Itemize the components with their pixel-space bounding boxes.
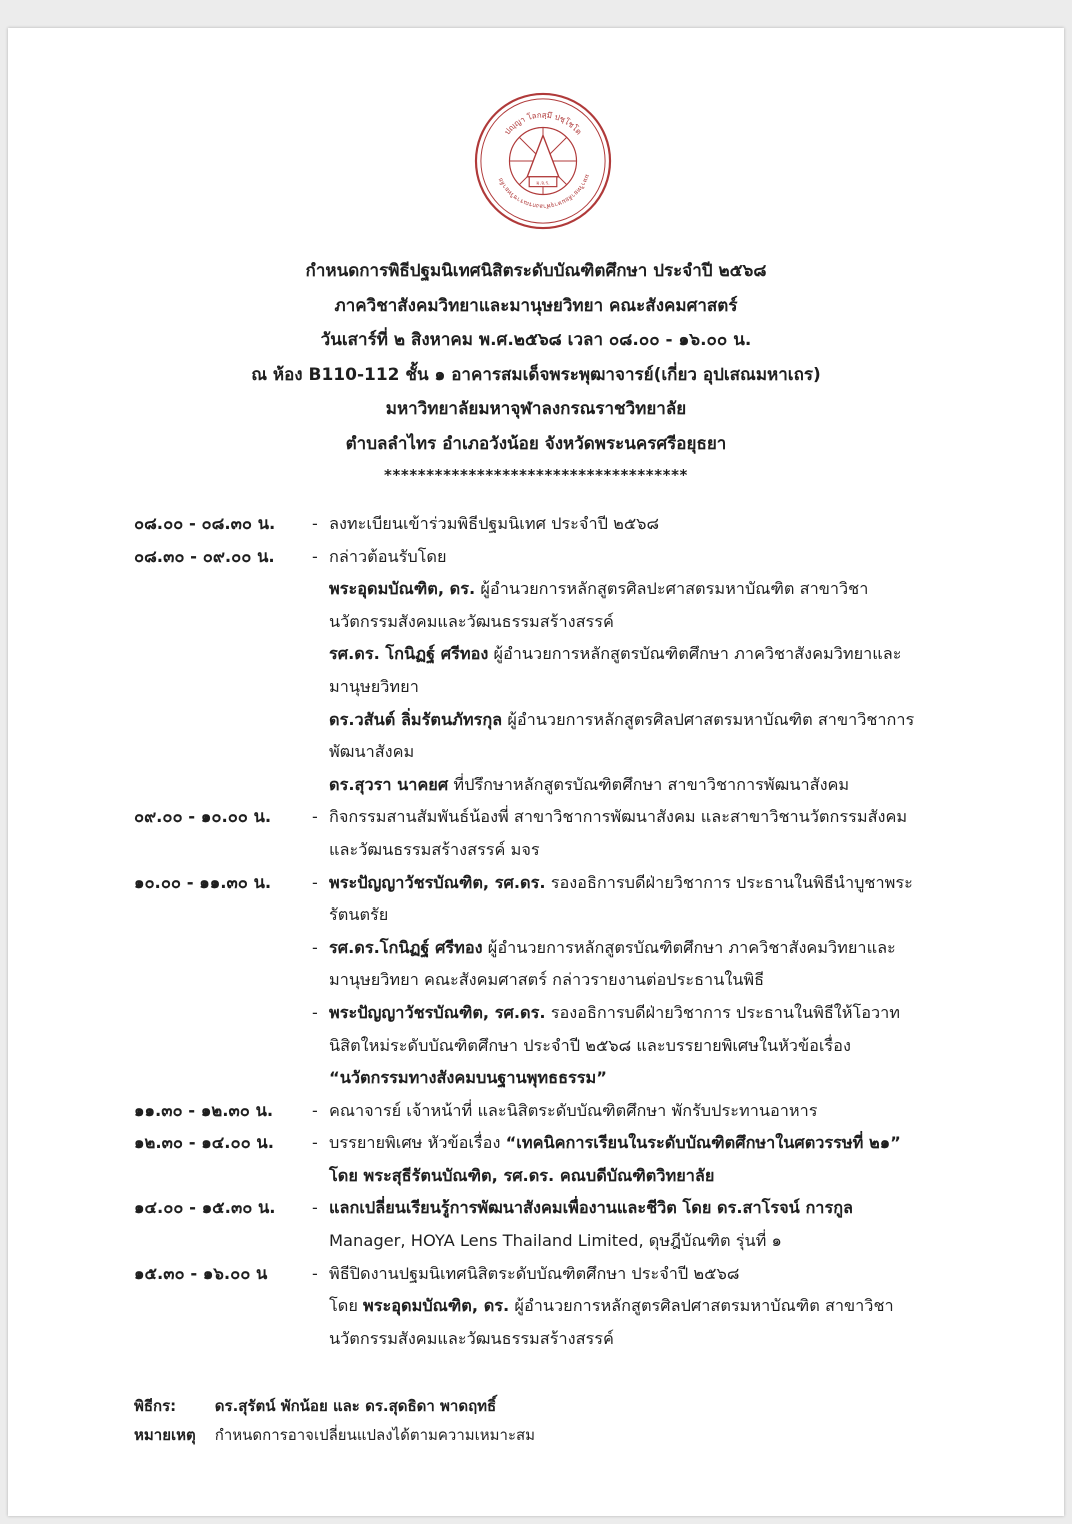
schedule-time: ๑๕.๓๐ - ๑๖.๐๐ น [134, 1263, 268, 1283]
header-date: วันเสาร์ที่ ๒ สิงหาคม พ.ศ.๒๕๖๘ เวลา ๐๘.๐๐ - ๑๖.๐๐ น. [320, 330, 752, 350]
bullet-dash: - [312, 1133, 318, 1153]
mc-value: ดร.สุรัตน์ พักน้อย และ ดร.สุดธิดา พาดฤทธิ์ [214, 1397, 497, 1415]
schedule-description [312, 1258, 929, 1356]
bullet-dash: - [312, 546, 318, 566]
schedule-item [312, 997, 929, 1095]
schedule-item [329, 1290, 929, 1355]
schedule-item [312, 932, 929, 997]
document-footer [134, 1392, 535, 1450]
schedule-row [8, 1127, 1064, 1192]
schedule-item [312, 541, 929, 574]
schedule-description [312, 867, 929, 1095]
schedule-row [8, 1192, 1064, 1257]
seal-pagoda-icon [527, 135, 559, 176]
speaker-name: พระอุดมบัณฑิต, ดร. [363, 1296, 510, 1316]
bullet-dash: - [312, 1002, 318, 1022]
schedule-item [312, 801, 929, 866]
header-address: ตำบลลำไทร อำเภอวังน้อย จังหวัดพระนครศรีอยุธยา [345, 433, 727, 454]
schedule-item [312, 1127, 929, 1192]
item-text: ผู้อำนวยการหลักสูตรศิลปะศาสตรมหาบัณฑิต สาขาวิชานวัตกรรมสังคมและวัฒนธรรมสร้างสรรค์ [329, 579, 869, 631]
schedule-item [312, 1095, 929, 1128]
item-text: ผู้อำนวยการหลักสูตรศิลปศาสตรมหาบัณฑิต สาขาวิชานวัตกรรมสังคมและวัฒนธรรมสร้างสรรค์ [329, 1296, 894, 1348]
schedule-time: ๐๙.๐๐ - ๑๐.๐๐ น. [134, 807, 272, 827]
speaker-name: พระอุดมบัณฑิต, ดร. [329, 579, 476, 599]
item-text: ผู้อำนวยการหลักสูตรบัณฑิตศึกษา ภาควิชาสังคมวิทยาและมานุษยวิทยา คณะสังคมศาสตร์ กล่าวรายงานต่อประธานในพิธี [329, 937, 896, 990]
item-text: ผู้อำนวยการหลักสูตรศิลปศาสตรมหาบัณฑิต สาขาวิชาการพัฒนาสังคม [329, 709, 915, 762]
schedule-row [8, 508, 1064, 541]
item-text: พิธีปิดงานปฐมนิเทศนิสิตระดับบัณฑิตศึกษา ประจำปี ๒๕๖๘ [329, 1263, 740, 1283]
schedule-description [312, 801, 929, 866]
bullet-dash: - [312, 1198, 318, 1218]
schedule-row [8, 1258, 1064, 1356]
speaker-name: แลกเปลี่ยนเรียนรู้การพัฒนาสังคมเพื่องานและชีวิต โดย ดร.สาโรจน์ การกูล [329, 1198, 854, 1218]
bullet-dash: - [312, 807, 318, 827]
schedule-time: ๑๑.๓๐ - ๑๒.๓๐ น. [134, 1100, 274, 1120]
item-text: Manager, HOYA Lens Thailand Limited, ดุษฎีบัณฑิต รุ่นที่ ๑ [329, 1231, 782, 1251]
note-value: กำหนดการอาจเปลี่ยนแปลงได้ตามความเหมาะสม [214, 1426, 536, 1444]
item-text: โดย [329, 1296, 364, 1316]
mc-line [134, 1392, 535, 1421]
bullet-dash: - [312, 937, 318, 957]
schedule-description [312, 1192, 929, 1257]
schedule-item [329, 573, 929, 638]
note-label: หมายเหตุ [134, 1426, 196, 1444]
item-text: รองอธิการบดีฝ่ายวิชาการ ประธานในพิธีนำบูชาพระรัตนตรัย [329, 872, 913, 925]
schedule-item [312, 1192, 929, 1257]
speaker-name: พระปัญญาวัชรบัณฑิต, รศ.ดร. [329, 1002, 546, 1022]
schedule-item [312, 508, 929, 541]
schedule-time: ๑๔.๐๐ - ๑๕.๓๐ น. [134, 1198, 276, 1218]
seal-side-text: มหาวิทยาลัยมหาจุฬาลงกรณราชวิทยาลัย [497, 173, 591, 210]
schedule-item [312, 1258, 929, 1291]
schedule-item [329, 638, 929, 703]
schedule-item [329, 769, 929, 802]
seal-center-text: ม.จ.ร. [536, 180, 550, 187]
item-text: กิจกรรมสานสัมพันธ์น้องพี่ สาขาวิชาการพัฒนาสังคม และสาขาวิชานวัตกรรมสังคมและวัฒนธรรมสร้างสรรค์ มจร [329, 807, 908, 859]
schedule [8, 508, 1064, 1355]
schedule-description [312, 1095, 929, 1128]
speaker-name: “นวัตกรรมทางสังคมบนฐานพุทธธรรม” [329, 1068, 607, 1088]
schedule-item [329, 704, 929, 769]
item-text: กล่าวต้อนรับโดย [329, 546, 447, 566]
schedule-time: ๐๘.๐๐ - ๐๘.๓๐ น. [134, 514, 276, 533]
schedule-time: ๐๘.๓๐ - ๐๙.๐๐ น. [134, 546, 275, 566]
schedule-time: ๑๒.๓๐ - ๑๔.๐๐ น. [134, 1133, 274, 1153]
speaker-name: ดร.วสันต์ ลิ่มรัตนภัทรกุล [329, 709, 503, 729]
speaker-name: พระปัญญาวัชรบัณฑิต, รศ.ดร. [329, 872, 546, 892]
header-title: กำหนดการพิธีปฐมนิเทศนิสิตระดับบัณฑิตศึกษา ประจำปี ๒๕๖๘ [305, 261, 767, 281]
item-text: บรรยายพิเศษ หัวข้อเรื่อง [329, 1133, 506, 1153]
schedule-row [8, 1095, 1064, 1128]
document-header [8, 254, 1064, 489]
speaker-name: ดร.สุวรา นาคยศ [329, 774, 449, 794]
bullet-dash: - [312, 1100, 318, 1120]
item-text: ลงทะเบียนเข้าร่วมพิธีปฐมนิเทศ ประจำปี ๒๕๖๘ [329, 514, 660, 533]
schedule-description [312, 1127, 929, 1192]
mc-label: พิธีกร: [134, 1397, 177, 1415]
schedule-row [8, 867, 1064, 1095]
header-venue: ณ ห้อง B110-112 ชั้น ๑ อาคารสมเด็จพระพุฒาจารย์(เกี่ยว อุปเสณมหาเถร) [251, 364, 821, 385]
note-line [134, 1421, 535, 1450]
header-department: ภาควิชาสังคมวิทยาและมานุษยวิทยา คณะสังคมศาสตร์ [334, 295, 738, 316]
speaker-name: รศ.ดร.โกนิฏฐ์ ศรีทอง [329, 937, 483, 957]
schedule-item [312, 867, 929, 932]
bullet-dash: - [312, 1263, 318, 1283]
header-university: มหาวิทยาลัยมหาจุฬาลงกรณราชวิทยาลัย [385, 399, 687, 419]
bullet-dash: - [312, 514, 318, 533]
item-text: ผู้อำนวยการหลักสูตรบัณฑิตศึกษา ภาควิชาสังคมวิทยาและมานุษยวิทยา [329, 644, 902, 696]
bullet-dash: - [312, 872, 318, 892]
seal-top-text: ปญฺญา โลกสฺมึ ปชฺโชโต [502, 110, 584, 137]
speaker-name: “เทคนิคการเรียนในระดับบัณฑิตศึกษาในศตวรรษที่ ๒๑” โดย พระสุธีรัตนบัณฑิต, รศ.ดร. คณบดีบัณฑิตวิทยาลัย [329, 1133, 901, 1185]
schedule-row [8, 541, 1064, 802]
university-seal [474, 92, 612, 230]
schedule-description [312, 508, 929, 541]
schedule-description [312, 541, 929, 802]
item-text: ที่ปรึกษาหลักสูตรบัณฑิตศึกษา สาขาวิชาการพัฒนาสังคม [448, 774, 850, 794]
document-page [8, 28, 1064, 1516]
schedule-row [8, 801, 1064, 866]
schedule-time: ๑๐.๐๐ - ๑๑.๓๐ น. [134, 872, 272, 892]
item-text: รองอธิการบดีฝ่ายวิชาการ ประธานในพิธีให้โอวาทนิสิตใหม่ระดับบัณฑิตศึกษา ประจำปี ๒๕๖๘ และบรรยายพิเศษในหัวข้อเรื่อง [329, 1002, 901, 1055]
item-text: คณาจารย์ เจ้าหน้าที่ และนิสิตระดับบัณฑิตศึกษา พักรับประทานอาหาร [329, 1100, 818, 1120]
header-divider: ************************************ [384, 466, 688, 484]
speaker-name: รศ.ดร. โกนิฏฐ์ ศรีทอง [329, 644, 489, 664]
